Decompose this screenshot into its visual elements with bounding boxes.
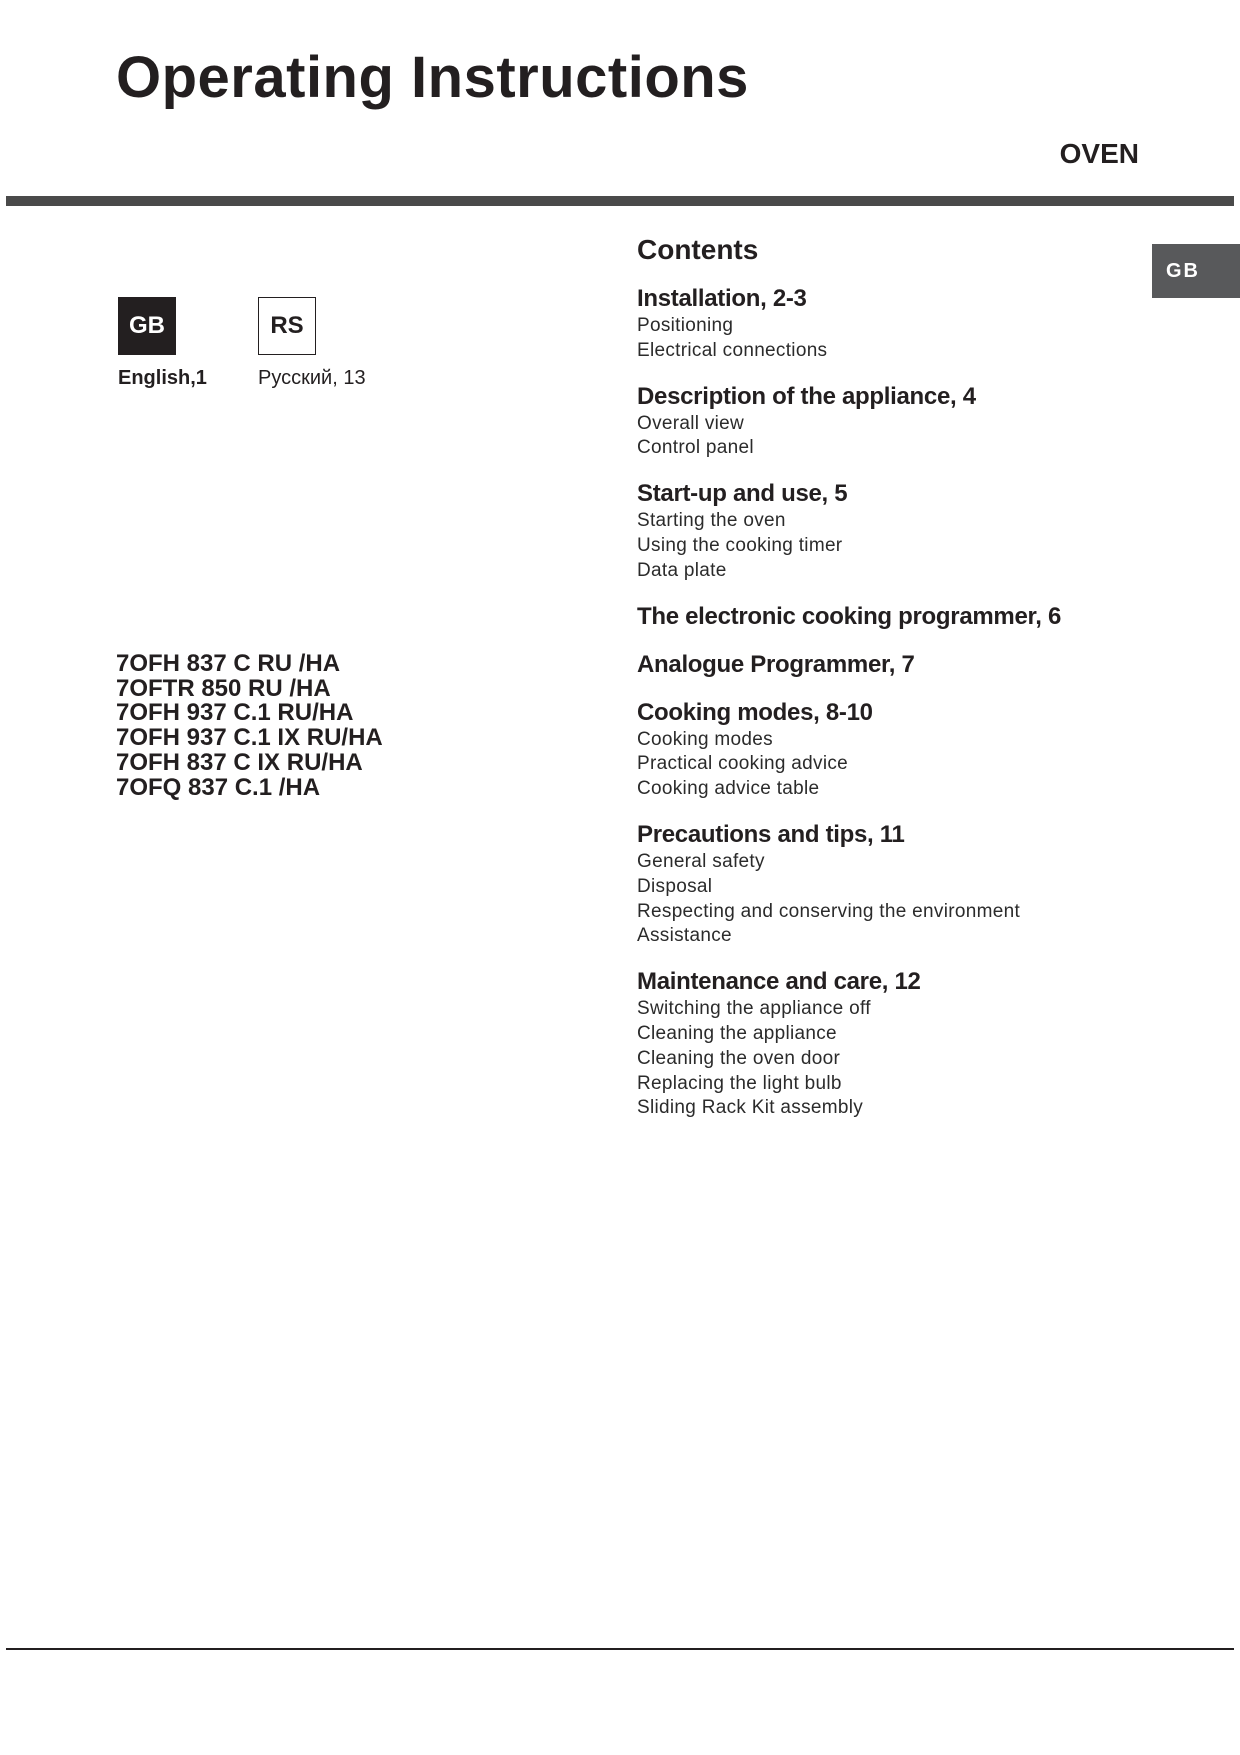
toc-section-title[interactable]: Cooking modes, 8-10 xyxy=(637,698,873,726)
document-type-label: OVEN xyxy=(1059,138,1139,169)
toc-section-analogue-programmer xyxy=(637,650,1157,680)
model-number: 7OFTR 850 RU /HA xyxy=(116,674,331,702)
toc-section-cooking-modes xyxy=(637,698,1157,802)
toc-item[interactable]: Electrical connections xyxy=(637,339,828,361)
toc-item[interactable]: Using the cooking timer xyxy=(637,534,843,556)
model-number: 7OFQ 837 C.1 /HA xyxy=(116,773,321,801)
toc-item[interactable]: Cleaning the appliance xyxy=(637,1022,837,1044)
footer-divider xyxy=(6,1648,1234,1650)
language-option-russian[interactable] xyxy=(258,297,366,390)
model-list xyxy=(116,652,383,800)
toc-section-title[interactable]: Description of the appliance, 4 xyxy=(637,382,976,410)
toc-item[interactable]: Practical cooking advice xyxy=(637,753,849,775)
toc-section-maintenance xyxy=(637,967,1157,1121)
language-code-badge: RS xyxy=(258,297,316,355)
toc-item[interactable]: Respecting and conserving the environment xyxy=(637,900,1021,922)
toc-item[interactable]: Replacing the light bulb xyxy=(637,1072,842,1094)
language-option-english[interactable] xyxy=(118,297,207,390)
toc-section-title[interactable]: The electronic cooking programmer, 6 xyxy=(637,602,1061,630)
toc-item[interactable]: Cooking modes xyxy=(637,728,773,750)
toc-item[interactable]: Starting the oven xyxy=(637,510,786,532)
toc-item[interactable]: Overall view xyxy=(637,412,745,434)
toc-section-electronic-programmer xyxy=(637,602,1157,632)
toc-section-title[interactable]: Installation, 2-3 xyxy=(637,285,807,312)
model-number: 7OFH 837 C RU /HA xyxy=(116,650,341,677)
toc-section-startup xyxy=(637,479,1157,583)
language-label: Русский, 13 xyxy=(258,367,366,389)
toc-item[interactable]: Cleaning the oven door xyxy=(637,1047,841,1069)
toc-item[interactable]: Sliding Rack Kit assembly xyxy=(637,1097,864,1119)
toc-item[interactable]: Data plate xyxy=(637,559,727,581)
language-label: English,1 xyxy=(118,367,207,389)
contents-title: Contents xyxy=(637,234,759,265)
toc-item[interactable]: Disposal xyxy=(637,875,713,897)
toc-item[interactable]: Positioning xyxy=(637,315,734,336)
toc-item[interactable]: Cooking advice table xyxy=(637,778,820,800)
toc-section-title[interactable]: Start-up and use, 5 xyxy=(637,480,848,508)
toc-section-description xyxy=(637,382,1157,462)
toc-item[interactable]: Switching the appliance off xyxy=(637,998,871,1020)
toc-section-installation xyxy=(637,284,1157,364)
toc-section-title[interactable]: Analogue Programmer, 7 xyxy=(637,650,915,678)
toc-item[interactable]: Assistance xyxy=(637,925,732,947)
model-number: 7OFH 837 C IX RU/HA xyxy=(116,748,363,776)
language-code-badge: GB xyxy=(118,297,176,355)
toc-section-title[interactable]: Maintenance and care, 12 xyxy=(637,968,921,996)
table-of-contents xyxy=(637,234,1157,1139)
header-divider xyxy=(6,196,1234,206)
toc-item[interactable]: General safety xyxy=(637,850,765,872)
model-number: 7OFH 937 C.1 IX RU/HA xyxy=(116,724,383,752)
toc-section-title[interactable]: Precautions and tips, 11 xyxy=(637,820,905,848)
model-number: 7OFH 937 C.1 RU/HA xyxy=(116,699,354,727)
language-side-tab: GB xyxy=(1152,244,1240,298)
toc-item[interactable]: Control panel xyxy=(637,437,754,459)
page-title: Operating Instructions xyxy=(116,45,749,110)
toc-section-precautions xyxy=(637,820,1157,949)
